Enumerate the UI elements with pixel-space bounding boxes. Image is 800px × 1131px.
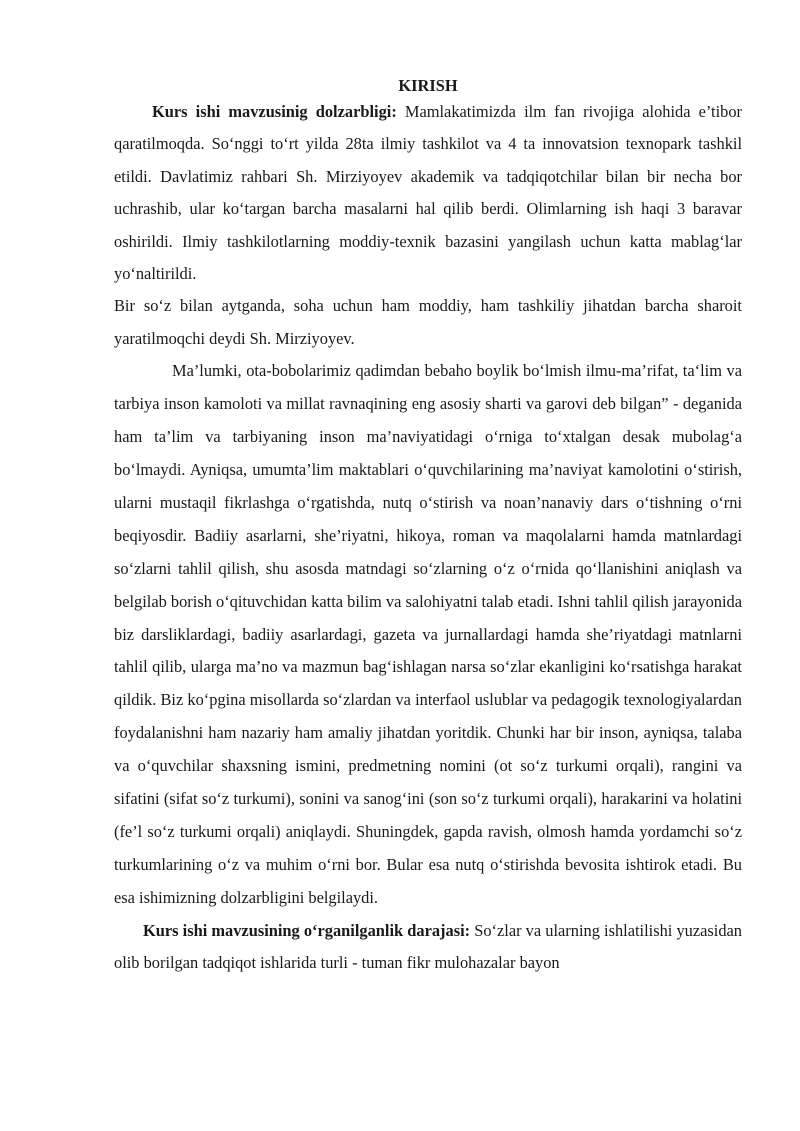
document-page — [114, 75, 742, 979]
paragraph-lead: Kurs ishi mavzusining o‘rganilganlik darajasi: — [143, 920, 471, 940]
paragraph-text: Mamlakatimizda ilm fan rivojiga alohida e’tibor qaratilmoqda. So‘nggi to‘rt yilda 28ta ilmiy tashkilot va 4 ta innovatsion texnopark tashkil etildi. Davlatimiz rahbari Sh. Mirziyoyev akademik va tadqiqotchilar bilan bir necha bor uchrashib, ular ko‘targan barcha masalarni hal qilib berdi. Olimlarning ish haqi 3 baravar oshirildi. Ilmiy tashkilotlarning moddiy-texnik bazasini yangilash uchun katta mablag‘lar yo‘naltirildi. — [114, 102, 743, 284]
paragraph-summary — [114, 290, 742, 355]
paragraph-main — [114, 355, 742, 914]
paragraph-text: So‘zlar va ularning ishlatilishi yuzasidan olib borilgan tadqiqot ishlarida turli - tuman fikr mulohazalar bayon — [114, 920, 742, 973]
paragraph-study-level — [114, 915, 742, 980]
paragraph-text: Ma’lumki, ota-bobolarimiz qadimdan bebaho boylik bo‘lmish ilmu-ma’rifat, ta‘lim va tarbiya inson kamoloti va millat ravnaqining eng asosiy sharti va garovi deb bilgan” - deganida ham ta’lim va tarbiyaning inson ma’naviyatidagi o‘rniga to‘xtalgan desak mubolag‘a bo‘lmaydi. Ayniqsa, umumta’lim maktablari o‘quvchilarining ma’naviyat kamolotini o‘stirish, ularni mustaqil fikrlashga o‘rgatishda, nutq o‘stirish va noan’nanaviy dars o‘tishning o‘rni beqiyosdir. Badiiy asarlarni, she’riyatni, hikoya, roman va maqolalarni hamda matnlardagi so‘zlarni tahlil qilish, shu asosda matndagi so‘zlarning o‘z o‘rnida qo‘llanishini aniqlash va belgilab borish o‘qituvchidan katta bilim va salohiyatni talab etadi. Ishni tahlil qilish jarayonida biz darsliklardagi, badiiy asarlardagi, gazeta va jurnallardagi hamda she’riyatdagi matnlarni tahlil qilib, ularga ma’no va mazmun bag‘ishlagan narsa so‘zlar ekanligini ko‘rsatishga harakat qildik. Biz ko‘pgina misollarda so‘zlardan va interfaol uslublar va pedagogik texnologiyalardan foydalanishni ham nazariy ham amaliy jihatdan yoritdik. Chunki har bir inson, ayniqsa, talaba va o‘quvchilar shaxsning ismini, predmetning nomini (ot so‘z turkumi orqali), rangini va sifatini (sifat so‘z turkumi), sonini va sanog‘ini (son so‘z turkumi orqali), harakarini va holatini (fe’l so‘z turkumi orqali) aniqlaydi. Shuningdek, gapda ravish, olmosh hamda yordamchi so‘z turkumlarining o‘z va muhim o‘rni bor. Bular esa nutq o‘stirishda bevosita ishtirok etadi. Bu esa ishimizning dolzarbligini belgilaydi. — [114, 361, 742, 907]
page-title: KIRISH — [398, 76, 458, 95]
paragraph-lead: Kurs ishi mavzusinig dolzarbligi: — [152, 102, 397, 121]
paragraph-text: Bir so‘z bilan aytganda, soha uchun ham moddiy, ham tashkiliy jihatdan barcha sharoit yaratilmoqchi deydi Sh. Mirziyoyev. — [114, 296, 742, 348]
paragraph-relevance — [114, 96, 742, 290]
